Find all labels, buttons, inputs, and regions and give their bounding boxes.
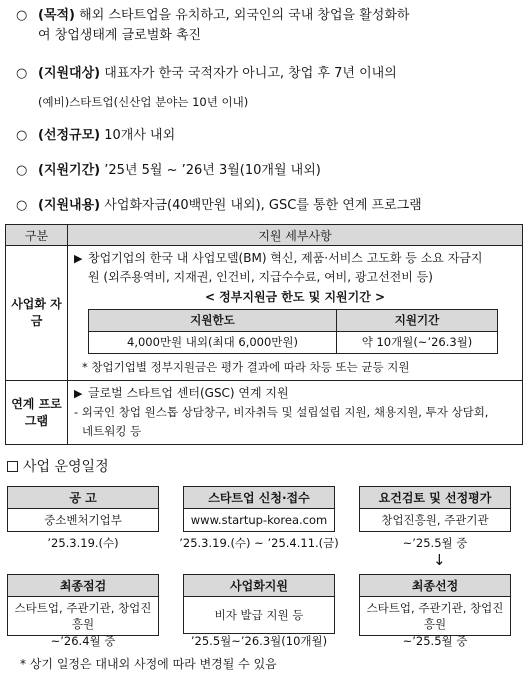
- bullet-text: 대표자가 한국 국적자가 아니고, 창업 후 7년 이내의: [100, 66, 397, 81]
- bullet-label: (지원대상): [38, 66, 101, 81]
- program-line-2: - 외국인 창업 원스톱 상담창구, 비자취득 및 설립설립 지원, 채용지원, 투자 상담회,: [74, 405, 489, 419]
- schedule-box-body: 스타트업, 주관기관, 창업진흥원: [366, 601, 504, 631]
- bullet-content: [16, 196, 522, 216]
- schedule-date: ’25.5월~’26.3월(10개월): [190, 634, 328, 648]
- schedule-box-head: 사업화지원: [184, 575, 334, 597]
- funding-details: [68, 246, 523, 381]
- bullet-text: 사업화자금(40백만원 내외), GSC를 통한 연계 프로그램: [100, 198, 422, 213]
- table-header-details: 지원 세부사항: [68, 225, 523, 246]
- schedule-date: ~’26.4월 중: [50, 634, 116, 648]
- schedule-box-body: www.startup-korea.com: [190, 513, 328, 527]
- program-line-1: ▶ 글로벌 스타트업 센터(GSC) 연계 지원: [74, 384, 516, 403]
- bullet-label: (선정규모): [38, 128, 101, 143]
- schedule-footnote: * 상기 일정은 대내외 사정에 따라 변경될 수 있음: [20, 657, 277, 671]
- inner-header-period: 지원기간: [337, 310, 498, 332]
- table-header-category: 구분: [6, 225, 68, 246]
- schedule-date: ~’25.5월 중: [402, 634, 468, 648]
- inner-header-limit: 지원한도: [89, 310, 337, 332]
- down-arrow-icon: ↓: [433, 551, 446, 569]
- funding-note: * 창업기업별 정부지원금은 평가 결과에 따라 차등 또는 균등 지원: [82, 360, 410, 374]
- schedule-box-evaluation: [359, 486, 511, 532]
- bullet-period: [16, 161, 522, 181]
- schedule-box-commercialization: [183, 574, 335, 634]
- schedule-box-application: [183, 486, 335, 532]
- triangle-arrow-icon: ▶: [74, 252, 83, 265]
- schedule-box-head: 최종선정: [360, 575, 510, 597]
- program-line-3: 네트워킹 등: [82, 424, 142, 438]
- schedule-box-announcement: [7, 486, 159, 532]
- schedule-title: 사업 운영일정: [7, 456, 109, 476]
- schedule-box-final-selection: [359, 574, 511, 636]
- schedule-box-head: 스타트업 신청·접수: [184, 487, 334, 509]
- schedule-box-final-check: [7, 574, 159, 636]
- schedule-box-body: 창업진흥원, 주관기관: [381, 513, 489, 527]
- bullet-target: [16, 64, 522, 112]
- bullet-continuation: (예비)스타트업(신산업 분야는 10년 이내): [38, 95, 249, 109]
- bullet-continuation: 여 창업생태계 글로벌화 촉진: [38, 28, 202, 43]
- row-label-funding: 사업화 자금: [6, 246, 68, 381]
- row-label-program: 연계 프로그램: [6, 381, 68, 445]
- funding-subtitle: < 정부지원금 한도 및 지원기간 >: [204, 290, 386, 304]
- bullet-symbol: ○: [16, 128, 28, 143]
- funding-limit-table: [88, 309, 498, 354]
- bullet-text: 10개사 내외: [100, 128, 176, 143]
- square-bullet-icon: [7, 461, 18, 472]
- triangle-arrow-icon: ▶: [74, 387, 83, 400]
- schedule-box-head: 최종점검: [8, 575, 158, 597]
- funding-line-2: 원 (외주용역비, 지재권, 인건비, 지급수수료, 여비, 광고선전비 등): [88, 270, 433, 284]
- schedule-box-head: 공 고: [8, 487, 158, 509]
- schedule-date: ~’25.5월 중: [402, 536, 468, 550]
- schedule-box-body: 중소벤처기업부: [44, 513, 122, 527]
- bullet-label: (지원내용): [38, 198, 101, 213]
- schedule-date: ’25.3.19.(수) ~ ’25.4.11.(금): [179, 536, 339, 550]
- bullet-text: 해외 스타트업을 유치하고, 외국인의 국내 창업을 활성화하: [75, 8, 410, 23]
- bullet-symbol: ○: [16, 163, 28, 178]
- schedule-box-body: 스타트업, 주관기관, 창업진흥원: [14, 601, 152, 631]
- inner-value-limit: 4,000만원 내외(최대 6,000만원): [89, 332, 337, 354]
- program-details: [68, 381, 523, 445]
- bullet-label: (지원기간): [38, 163, 101, 178]
- bullet-symbol: ○: [16, 198, 28, 213]
- schedule-box-head: 요건검토 및 선정평가: [360, 487, 510, 509]
- support-details-table: [5, 224, 523, 445]
- bullet-scale: [16, 126, 522, 146]
- schedule-box-body: 비자 발급 지원 등: [214, 608, 304, 622]
- bullet-text: ’25년 5월 ~ ’26년 3월(10개월 내외): [100, 163, 321, 178]
- bullet-purpose: [16, 6, 522, 46]
- bullet-symbol: ○: [16, 8, 28, 23]
- bullet-symbol: ○: [16, 66, 28, 81]
- bullet-label: (목적): [38, 8, 75, 23]
- schedule-date: ’25.3.19.(수): [47, 536, 119, 550]
- funding-line-1: ▶ 창업기업의 한국 내 사업모델(BM) 혁신, 제품·서비스 고도화 등 소요 자금지: [74, 249, 516, 268]
- inner-value-period: 약 10개월(~’26.3월): [337, 332, 498, 354]
